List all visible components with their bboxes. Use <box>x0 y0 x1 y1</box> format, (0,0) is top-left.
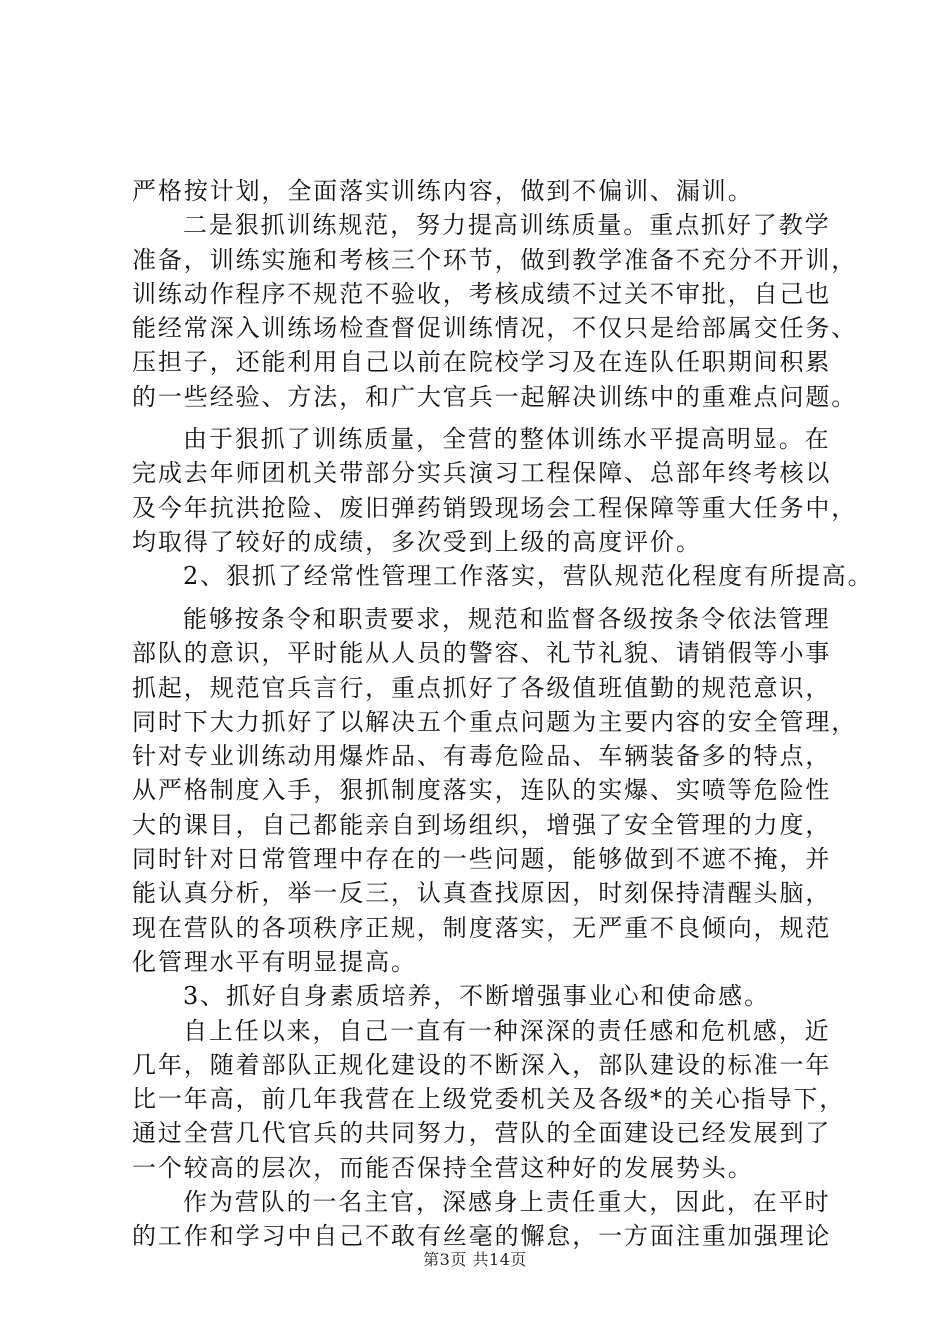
text-line: 部队的意识，平时能从人员的警容、礼节礼貌、请销假等小事 <box>132 639 832 668</box>
paragraph-block <box>132 174 858 414</box>
text-line: 及今年抗洪抢险、废旧弹药销毁现场会工程保障等重大任务中， <box>132 493 858 522</box>
text-line: 通过全营几代官兵的共同努力，营队的全面建设已经发展到了 <box>132 1119 832 1148</box>
text-line: 严格按计划，全面落实训练内容，做到不偏训、漏训。 <box>132 177 754 205</box>
text-line: 几年，随着部队正规化建设的不断深入，部队建设的标准一年 <box>132 1050 832 1079</box>
text-line: 准备，训练实施和考核三个环节，做到教学准备不充分不开训， <box>132 245 858 274</box>
text-line: 压担子，还能利用自己以前在院校学习及在连队任职期间积累 <box>132 348 832 377</box>
text-line: 完成去年师团机关带部分实兵演习工程保障、总部年终考核以 <box>132 459 832 488</box>
text-line: 一个较高的层次，而能否保持全营这种好的发展势头。 <box>132 1153 754 1182</box>
text-line: 二是狠抓训练规范，努力提高训练质量。重点抓好了教学 <box>183 211 831 240</box>
paragraph-block <box>132 422 874 593</box>
text-line: 2、狠抓了经常性管理工作落实，营队规范化程度有所提高。 <box>183 562 874 591</box>
text-line: 由于狠抓了训练质量，全营的整体训练水平提高明显。在 <box>183 425 831 453</box>
paragraph-block <box>132 602 858 1254</box>
text-line: 现在营队的各项秩序正规，制度落实，无严重不良倾向，规范 <box>132 913 832 942</box>
text-line: 化管理水平有明显提高。 <box>132 947 417 976</box>
text-line: 能够按条令和职责要求，规范和监督各级按条令依法管理 <box>183 605 831 633</box>
text-line: 抓起，规范官兵言行，重点抓好了各级值班值勤的规范意识， <box>132 673 832 702</box>
text-line: 训练动作程序不规范不验收，考核成绩不过关不审批，自己也 <box>132 279 832 308</box>
text-line: 的一些经验、方法，和广大官兵一起解决训练中的重难点问题。 <box>132 382 858 411</box>
text-line: 比一年高，前几年我营在上级党委机关及各级*的关心指导下， <box>132 1085 846 1114</box>
text-line: 均取得了较好的成绩，多次受到上级的高度评价。 <box>132 527 702 556</box>
text-line: 的工作和学习中自己不敢有丝毫的懈怠，一方面注重加强理论 <box>132 1222 832 1251</box>
text-line: 能经常深入训练场检查督促训练情况，不仅只是给部属交任务、 <box>132 314 858 343</box>
text-line: 能认真分析，举一反三，认真查找原因，时刻保持清醒头脑， <box>132 879 832 908</box>
text-line: 自上任以来，自己一直有一种深深的责任感和危机感，近 <box>183 1016 831 1045</box>
text-line: 从严格制度入手，狠抓制度落实，连队的实爆、实喷等危险性 <box>132 776 832 805</box>
text-line: 针对专业训练动用爆炸品、有毒危险品、车辆装备多的特点， <box>132 742 832 771</box>
page-footer: 第3页 共14页 <box>423 1250 527 1269</box>
text-line: 大的课目，自己都能亲自到场组织，增强了安全管理的力度， <box>132 810 832 839</box>
text-line: 3、抓好自身素质培养，不断增强事业心和使命感。 <box>183 982 770 1011</box>
text-line: 作为营队的一名主官，深感身上责任重大，因此，在平时 <box>183 1188 831 1217</box>
text-line: 同时下大力抓好了以解决五个重点问题为主要内容的安全管理， <box>132 707 858 736</box>
text-line: 同时针对日常管理中存在的一些问题，能够做到不遮不掩，并 <box>132 845 832 874</box>
